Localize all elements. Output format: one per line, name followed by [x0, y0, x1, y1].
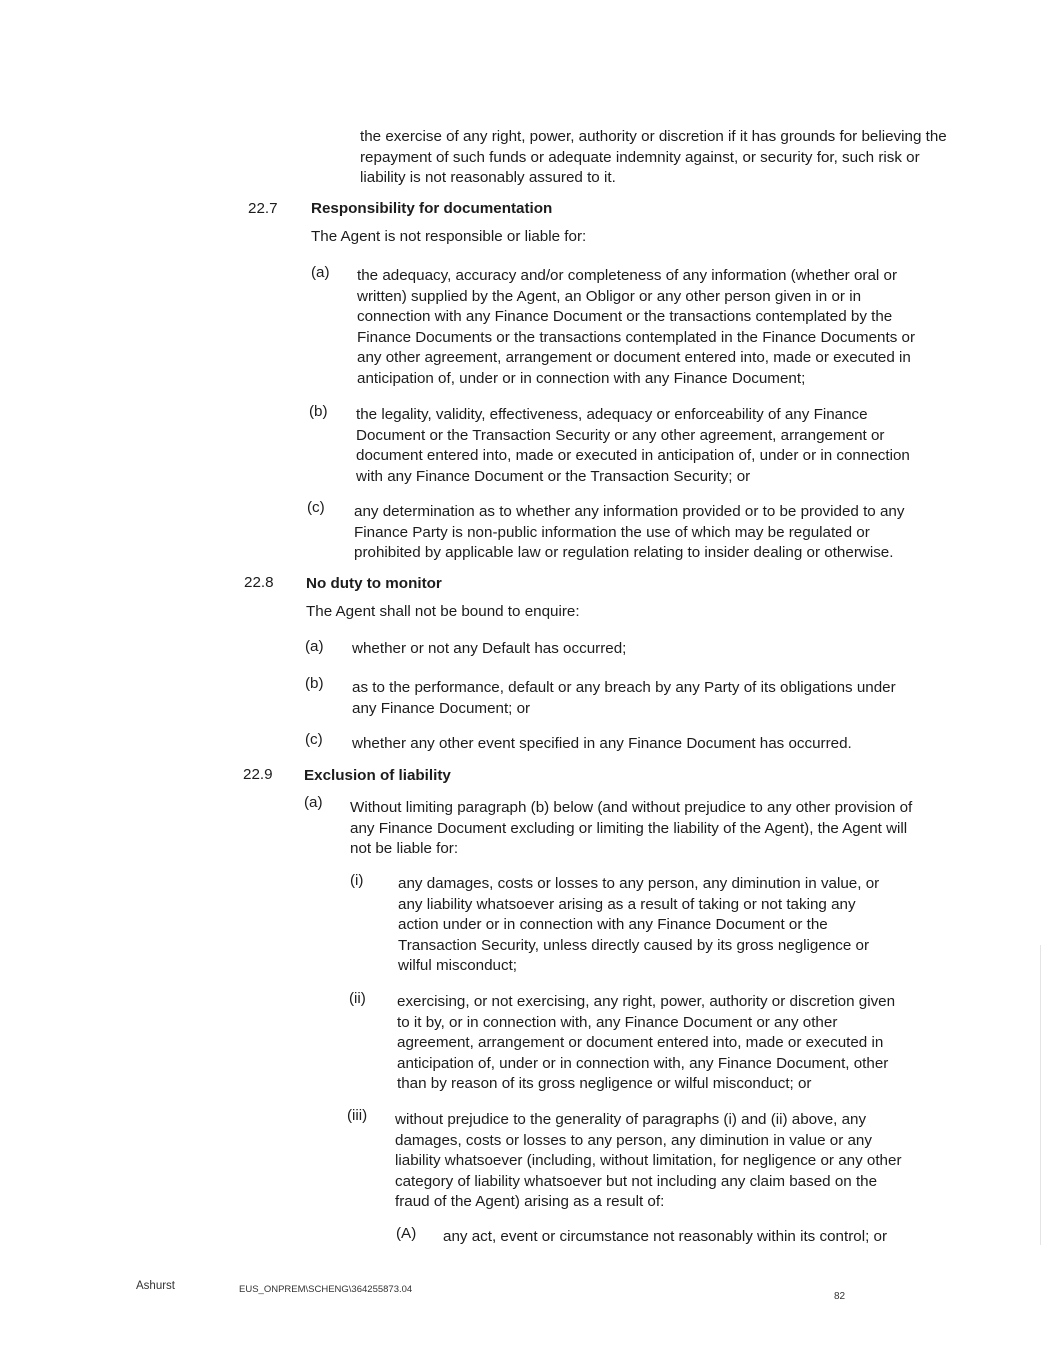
- subsub-text: any act, event or circumstance not reasonably within its control; or: [443, 1228, 888, 1245]
- item-label: (c): [307, 499, 325, 516]
- clause-number-22-8: 22.8: [244, 574, 274, 591]
- item-text: whether any other event specified in any Finance Document has occurred.: [352, 735, 852, 752]
- subitem-label: (i): [350, 872, 364, 889]
- item-label: (a): [304, 794, 323, 811]
- item-label: (a): [305, 638, 324, 655]
- clause-heading-22-7: Responsibility for documentation: [311, 200, 553, 217]
- clause-number-22-9: 22.9: [243, 766, 273, 783]
- footer-firm: Ashurst: [136, 1280, 175, 1292]
- footer-page-number: 82: [834, 1291, 846, 1302]
- item-text: the legality, validity, effectiveness, adequacy or enforceability of any Finance Document or the Transaction Security or any other agreement, arrangement or document entered into, made or executed in anticipation of, under or in connection with any Finance Document or the Transaction Security; or: [356, 406, 910, 485]
- footer-docref: EUS_ONPREM\SCHENG\364255873.04: [239, 1284, 413, 1295]
- clause-heading-22-9: Exclusion of liability: [304, 767, 451, 784]
- subitem-text: exercising, or not exercising, any right, power, authority or discretion given to it by, or in connection with, any Finance Document or any other agreement, arrangement or document entered into, made or executed in anticipation of, under or in connection with, any Finance Document, other than by reason of its gross negligence or wilful misconduct; or: [397, 993, 896, 1092]
- item-label: (b): [309, 403, 328, 420]
- subitem-text: without prejudice to the generality of paragraphs (i) and (ii) above, any damages, costs or losses to any person, any diminution in value or any liability whatsoever (including, without limitation, for negligence or any other category of liability whatsoever but not including any claim based on the fraud of the Agent) arising as a result of:: [395, 1111, 902, 1210]
- item-text: any determination as to whether any information provided or to be provided to any Finance Party is non-public information the use of which may be regulated or prohibited by applicable law or regulation relating to insider dealing or otherwise.: [354, 503, 905, 561]
- subitem-label: (ii): [349, 990, 366, 1007]
- item-label: (c): [305, 731, 323, 748]
- clause-number-22-7: 22.7: [248, 200, 278, 217]
- clause-lead-22-8: The Agent shall not be bound to enquire:: [306, 603, 580, 620]
- item-text: whether or not any Default has occurred;: [352, 640, 627, 657]
- subsub-label: (A): [396, 1225, 417, 1242]
- subitem-text: any damages, costs or losses to any person, any diminution in value, or any liability whatsoever arising as a result of taking or not taking any action under or in connection with any Finance Document or the Transaction Security, unless directly caused by its gross negligence or wilful misconduct;: [398, 875, 880, 974]
- item-text: as to the performance, default or any breach by any Party of its obligations under any Finance Document; or: [352, 679, 896, 717]
- scan-edge-line: [1040, 945, 1041, 1245]
- item-text: Without limiting paragraph (b) below (and without prejudice to any other provision of any Finance Document excluding or limiting the liability of the Agent), the Agent will not be liable for:: [350, 799, 913, 857]
- clause-heading-22-8: No duty to monitor: [306, 575, 442, 592]
- item-label: (a): [311, 264, 330, 281]
- clause-lead-22-7: The Agent is not responsible or liable for:: [311, 228, 587, 245]
- item-label: (b): [305, 675, 324, 692]
- subitem-label: (iii): [347, 1107, 368, 1124]
- intro-paragraph: the exercise of any right, power, authority or discretion if it has grounds for believing the repayment of such funds or adequate indemnity against, or security for, such risk or liability is not reasonably assured to it.: [360, 128, 947, 186]
- item-text: the adequacy, accuracy and/or completeness of any information (whether oral or written) supplied by the Agent, an Obligor or any other person given in or in connection with any Finance Document or the transactions contemplated by the Finance Documents or the transactions contemplated in the Finance Documents or any other agreement, arrangement or document entered into, made or executed in anticipation of, under or in connection with any Finance Document;: [357, 267, 916, 387]
